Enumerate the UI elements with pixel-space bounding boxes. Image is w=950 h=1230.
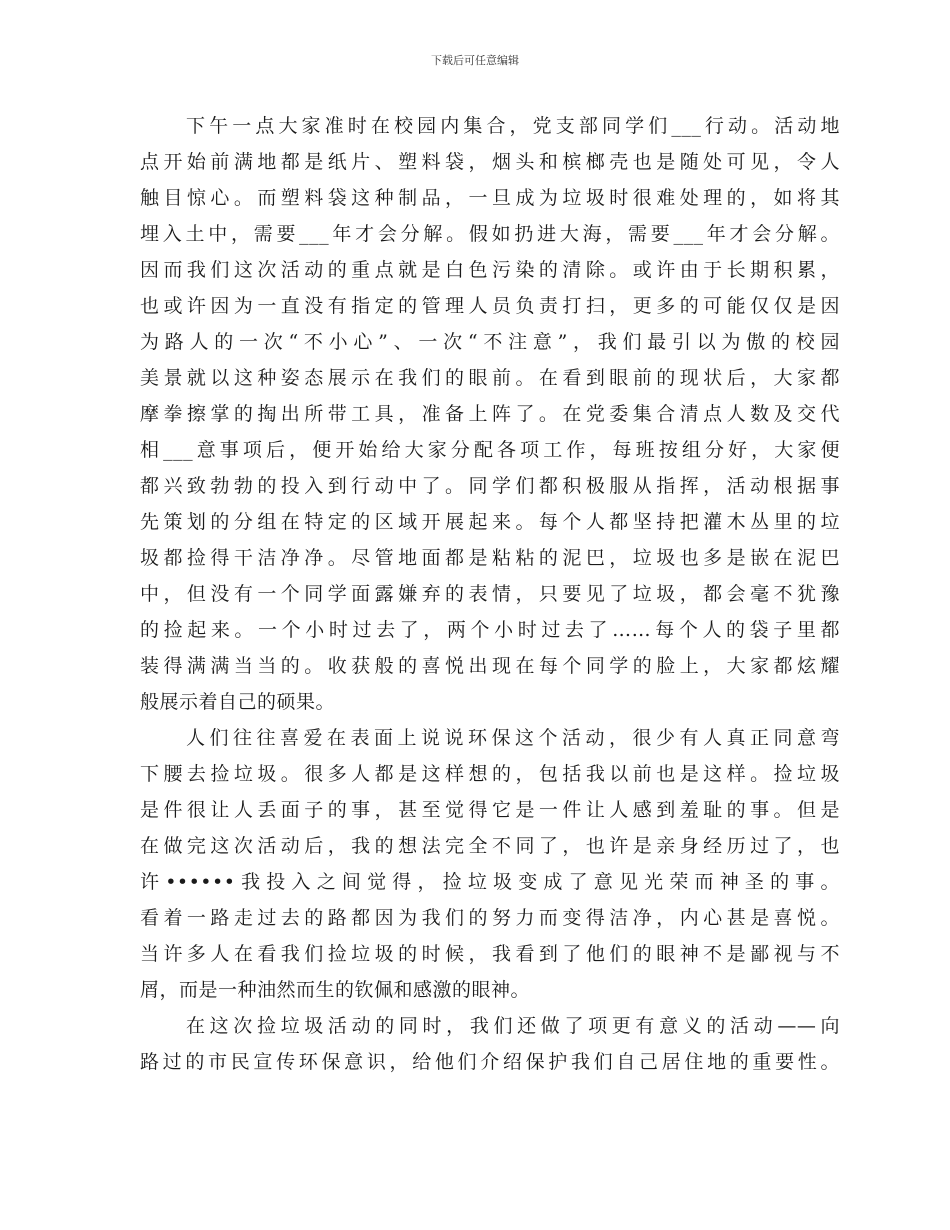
text-line: 美景就以这种姿态展示在我们的眼前。在看到眼前的现状后，大家都 xyxy=(140,367,840,389)
text-line: 般展示着自己的硕果。 xyxy=(140,691,336,713)
text-line: 埋入土中，需要___年才会分解。假如扔进大海，需要___年才会分解。 xyxy=(140,223,840,245)
paragraph-2 xyxy=(140,720,840,1008)
text-line: 是件很让人丢面子的事，甚至觉得它是一件让人感到羞耻的事。但是 xyxy=(140,799,840,821)
paragraph-1 xyxy=(140,108,840,720)
text-line: 下午一点大家准时在校园内集合，党支部同学们___行动。活动地 xyxy=(186,115,840,137)
text-line: 下腰去捡垃圾。很多人都是这样想的，包括我以前也是这样。捡垃圾 xyxy=(140,763,840,785)
text-line: 在做完这次活动后，我的想法完全不同了，也许是亲身经历过了，也 xyxy=(140,835,840,857)
text-line: 的捡起来。一个小时过去了，两个小时过去了……每个人的袋子里都 xyxy=(140,619,840,641)
text-line: 为路人的一次“不小心”、一次“不注意”，我们最引以为傲的校园 xyxy=(140,331,840,353)
text-line: 点开始前满地都是纸片、塑料袋，烟头和槟榔壳也是随处可见，令人 xyxy=(140,151,840,173)
text-line: 先策划的分组在特定的区域开展起来。每个人都坚持把灌木丛里的垃 xyxy=(140,511,840,533)
text-line: 相___意事项后，便开始给大家分配各项工作，每班按组分好，大家便 xyxy=(140,439,840,461)
text-line: 都兴致勃勃的投入到行动中了。同学们都积极服从指挥，活动根据事 xyxy=(140,475,840,497)
text-line: 路过的市民宣传环保意识，给他们介绍保护我们自己居住地的重要性。 xyxy=(140,1051,840,1073)
text-line: 当许多人在看我们捡垃圾的时候，我看到了他们的眼神不是鄙视与不 xyxy=(140,943,840,965)
text-line: 人们往往喜爱在表面上说说环保这个活动，很少有人真正同意弯 xyxy=(186,727,840,749)
text-line: 触目惊心。而塑料袋这种制品，一旦成为垃圾时很难处理的，如将其 xyxy=(140,187,840,209)
document-body xyxy=(140,108,840,1080)
paragraph-3 xyxy=(140,1008,840,1080)
text-line: 屑，而是一种油然而生的钦佩和感激的眼神。 xyxy=(140,979,531,1001)
text-line: 中，但没有一个同学面露嫌弃的表情，只要见了垃圾，都会毫不犹豫 xyxy=(140,583,840,605)
text-line: 圾都捡得干洁净净。尽管地面都是粘粘的泥巴，垃圾也多是嵌在泥巴 xyxy=(140,547,840,569)
text-line: 摩拳擦掌的掏出所带工具，准备上阵了。在党委集合清点人数及交代 xyxy=(140,403,840,425)
text-line: 许••••••我投入之间觉得，捡垃圾变成了意见光荣而神圣的事。 xyxy=(140,871,840,893)
page-header: 下载后可任意编辑 xyxy=(431,54,519,67)
text-line: 在这次捡垃圾活动的同时，我们还做了项更有意义的活动——向 xyxy=(186,1015,840,1037)
text-line: 也或许因为一直没有指定的管理人员负责打扫，更多的可能仅仅是因 xyxy=(140,295,840,317)
text-line: 看着一路走过去的路都因为我们的努力而变得洁净，内心甚是喜悦。 xyxy=(140,907,840,929)
text-line: 因而我们这次活动的重点就是白色污染的清除。或许由于长期积累， xyxy=(140,259,840,281)
text-line: 装得满满当当的。收获般的喜悦出现在每个同学的脸上，大家都炫耀 xyxy=(140,655,840,677)
